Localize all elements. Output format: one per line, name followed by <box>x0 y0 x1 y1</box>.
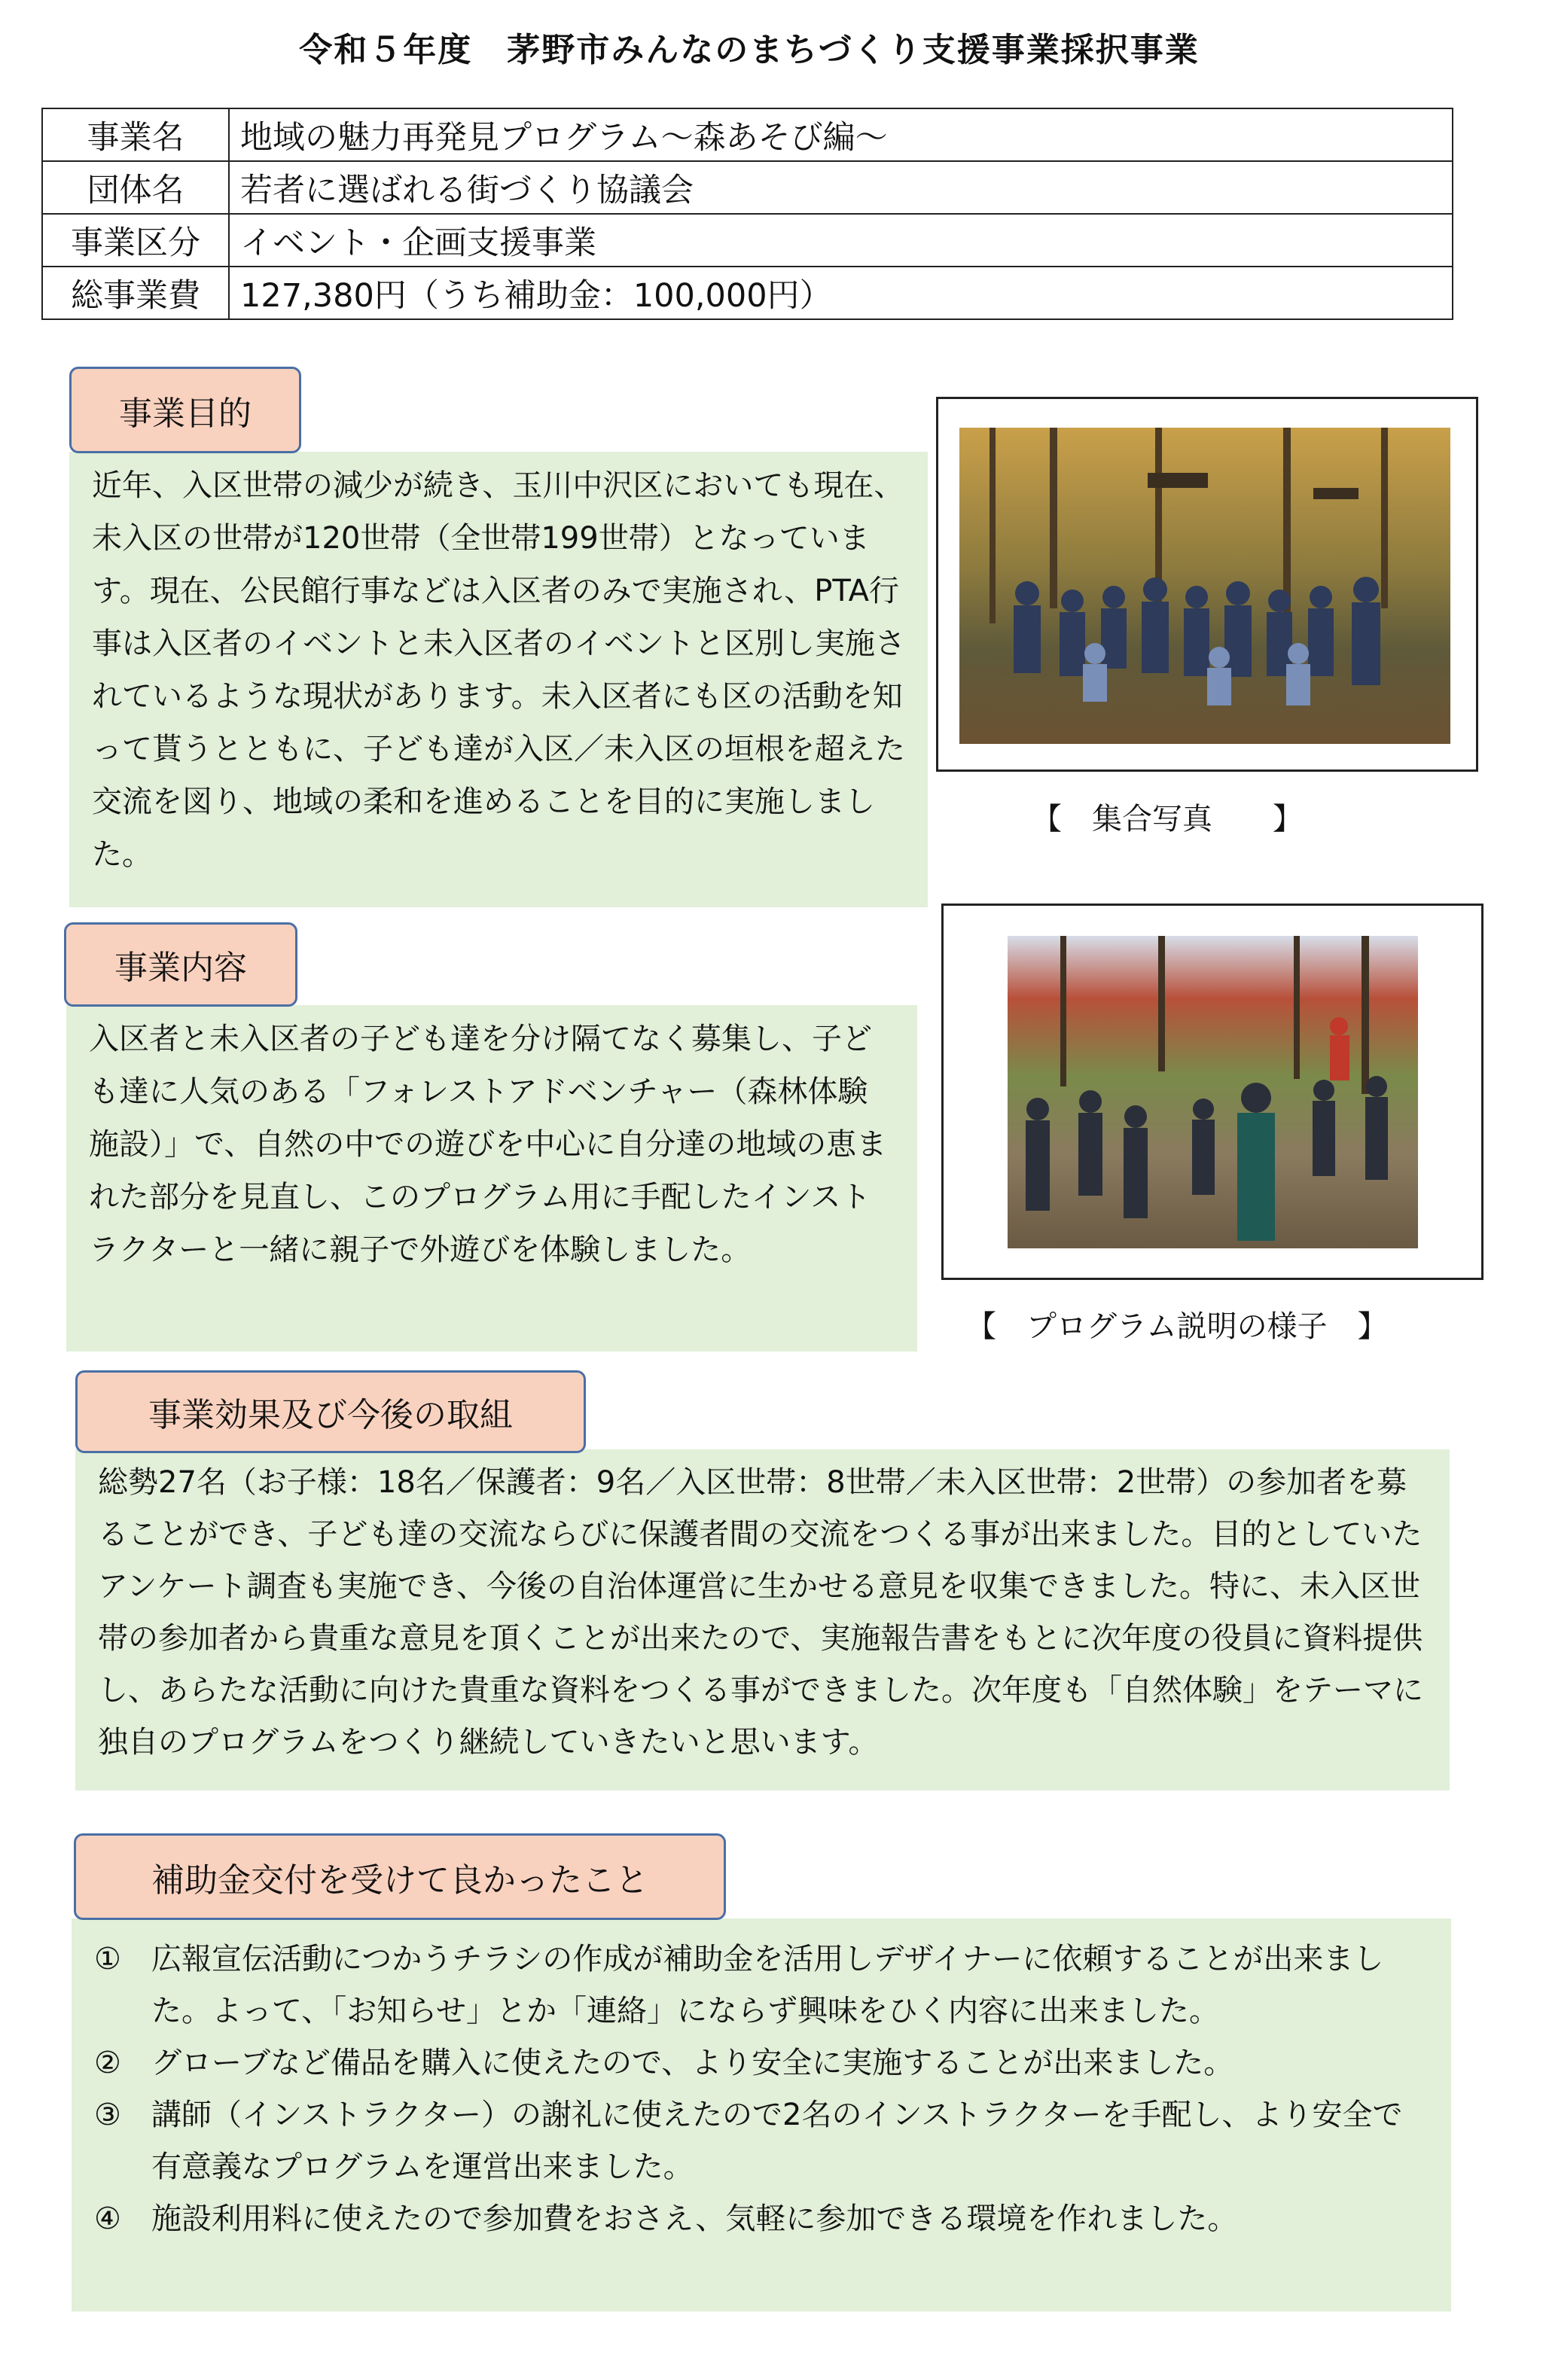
table-row <box>42 214 1453 267</box>
program-photo-caption: 【 プログラム説明の様子 】 <box>966 1309 1388 1344</box>
info-value: イベント・企画支援事業 <box>229 214 1453 267</box>
content-heading: 事業内容 <box>64 922 297 1007</box>
info-key: 総事業費 <box>42 267 229 319</box>
effects-body: 総勢27名（お子様：18名／保護者：9名／入区世帯：8世帯／未入区世帯：2世帯）の参加者を募ることができ、子ども達の交流ならびに保護者間の交流をつくる事が出来ました。目的としていたアンケート調査も実施でき、今後の自治体運営に生かせる意見を収集できました。特に、未入区世帯の参加者から貴重な意見を頂くことが出来たので、実施報告書をもとに次年度の役員に資料提供し、あらたな活動に向けた貴重な資料をつくる事ができました。次年度も「自然体験」をテーマに独自のプログラムをつくり継続していきたいと思います。 <box>98 1465 1423 1760</box>
list-item-text: 講師（インストラクター）の謝礼に使えたので2名のインストラクターを手配し、より安全で有意義なプログラムを運営出来ました。 <box>151 2098 1403 2184</box>
table-row <box>42 161 1453 214</box>
content-panel <box>66 1005 917 1352</box>
purpose-heading: 事業目的 <box>69 367 301 453</box>
list-item-text: グローブなど備品を購入に使えたので、より安全に実施することが出来ました。 <box>151 2046 1234 2080</box>
benefits-list <box>94 1934 1429 2245</box>
group-photo-frame <box>936 397 1478 772</box>
list-item <box>94 2089 1429 2193</box>
info-key: 団体名 <box>42 161 229 214</box>
list-item-text: 広報宣伝活動につかうチラシの作成が補助金を活用しデザイナーに依頼することが出来ました。よって、「お知らせ」とか「連絡」にならず興味をひく内容に出来ました。 <box>151 1942 1384 2028</box>
list-item <box>94 2037 1429 2089</box>
page-title: 令和５年度 茅野市みんなのまちづくり支援事業採択事業 <box>299 31 1200 69</box>
info-value: 127,380円（うち補助金：100,000円） <box>229 267 1453 319</box>
benefits-heading: 補助金交付を受けて良かったこと <box>74 1833 726 1920</box>
program-photo-frame <box>941 904 1484 1280</box>
purpose-body: 近年、入区世帯の減少が続き、玉川中沢区においても現在、未入区の世帯が120世帯（全世帯199世帯）となっています。現在、公民館行事などは入区者のみで実施され、PTA行事は入区者のイベントと未入区者のイベントと区別し実施されているような現状があります。未入区者にも区の活動を知って貰うとともに、子ども達が入区／未入区の垣根を超えた交流を図り、地域の柔和を進めることを目的に実施しました。 <box>92 468 905 872</box>
list-item-number: ③ <box>94 2098 121 2132</box>
effects-heading: 事業効果及び今後の取組 <box>75 1370 586 1453</box>
info-key: 事業区分 <box>42 214 229 267</box>
effects-panel <box>75 1449 1450 1790</box>
list-item <box>94 2193 1429 2245</box>
project-info-table <box>41 108 1453 320</box>
info-value: 地域の魅力再発見プログラム～森あそび編～ <box>229 108 1453 161</box>
table-row <box>42 108 1453 161</box>
purpose-panel <box>69 452 928 907</box>
program-photo <box>1008 936 1418 1248</box>
info-value: 若者に選ばれる街づくり協議会 <box>229 161 1453 214</box>
list-item-number: ② <box>94 2046 121 2080</box>
benefits-panel <box>72 1918 1451 2311</box>
list-item <box>94 1934 1429 2037</box>
list-item-number: ① <box>94 1942 121 1976</box>
list-item-text: 施設利用料に使えたので参加費をおさえ、気軽に参加できる環境を作れました。 <box>151 2202 1238 2236</box>
group-photo-caption: 【 集合写真 】 <box>1032 802 1303 837</box>
info-key: 事業名 <box>42 108 229 161</box>
list-item-number: ④ <box>94 2202 121 2236</box>
table-row <box>42 267 1453 319</box>
group-photo <box>959 428 1450 744</box>
content-body: 入区者と未入区者の子ども達を分け隔てなく募集し、子ども達に人気のある「フォレストアドベンチャー（森林体験施設）」で、自然の中での遊びを中心に自分達の地域の恵まれた部分を見直し、このプログラム用に手配したインストラクターと一緒に親子で外遊びを体験しました。 <box>89 1022 887 1267</box>
